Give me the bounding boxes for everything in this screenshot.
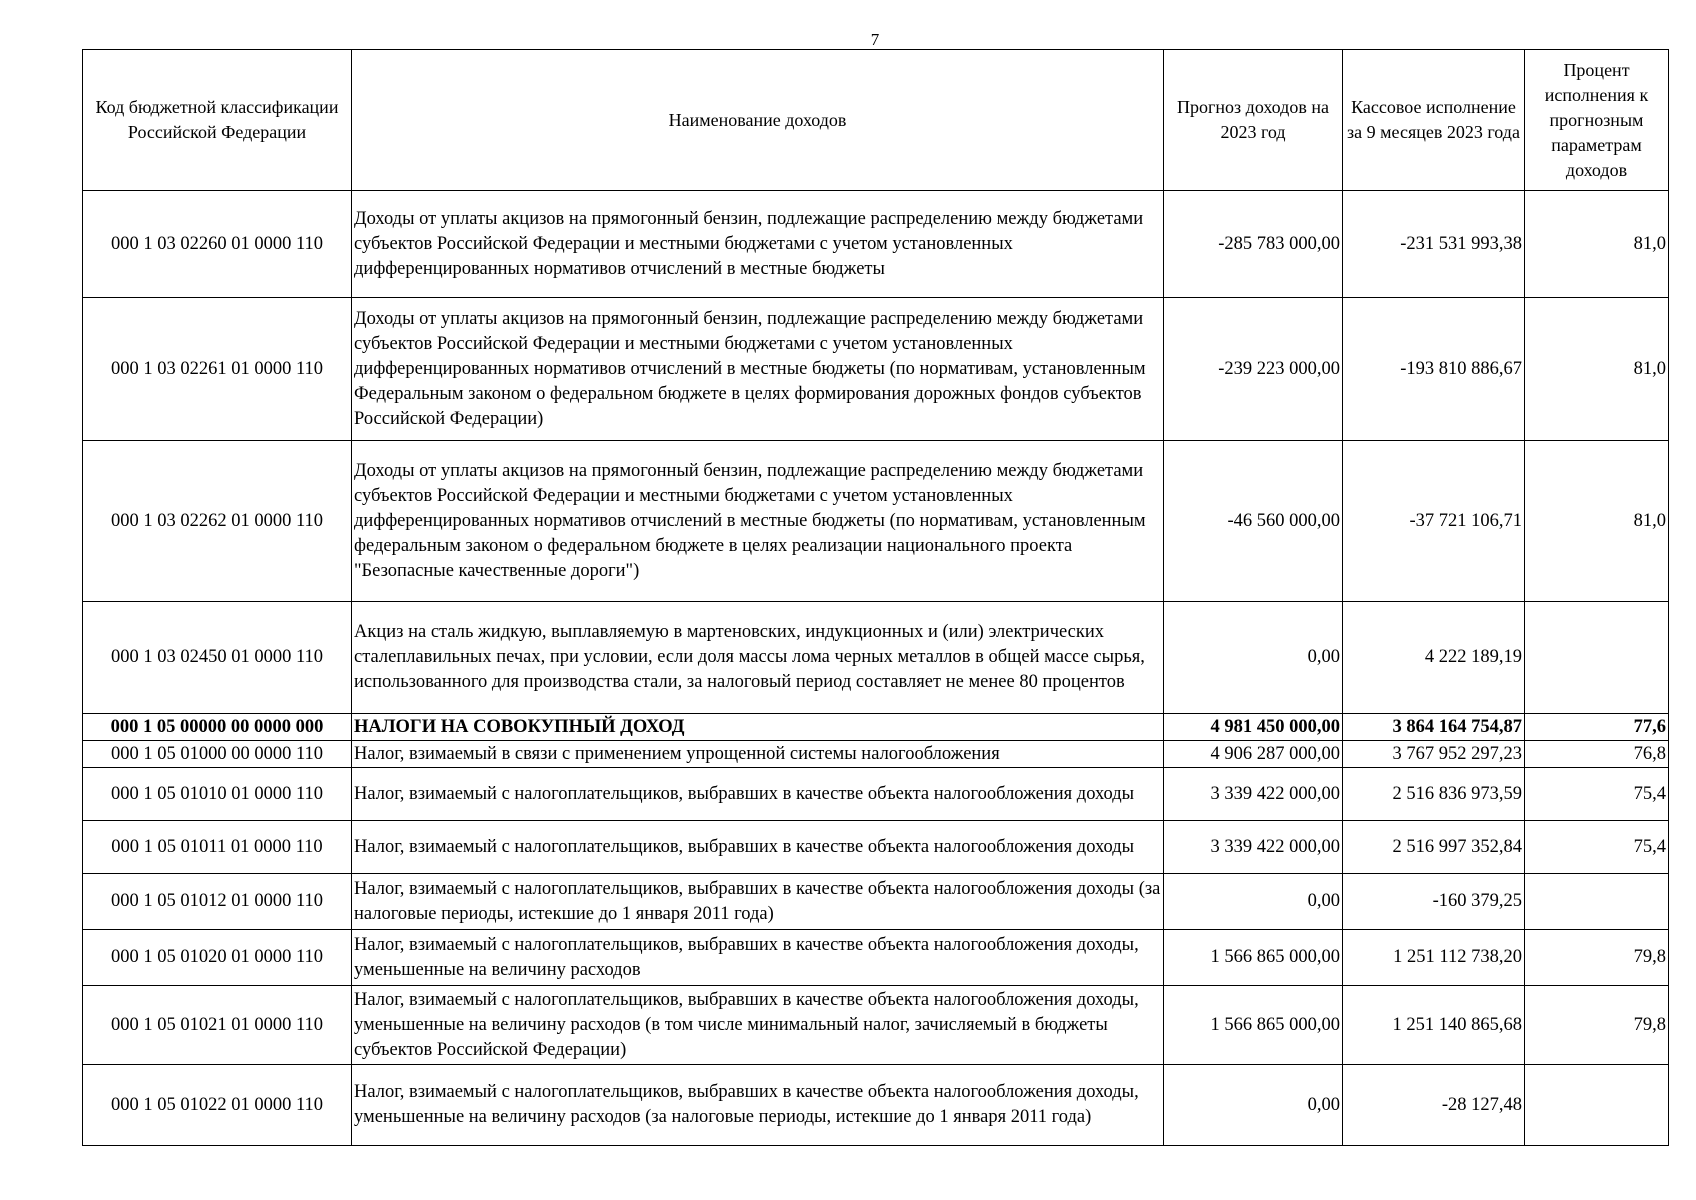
cell-name: Налог, взимаемый с налогоплательщиков, выбравших в качестве объекта налогообложения доходы, уменьшенные на величину расходов (в том числе минимальный налог, зачисляемый в бюджеты субъектов Российской Федерации) xyxy=(352,986,1164,1065)
table-header-row xyxy=(83,50,1669,191)
table-row xyxy=(83,986,1669,1065)
table-row xyxy=(83,191,1669,298)
cell-percent: 79,8 xyxy=(1525,930,1669,986)
cell-cash: -160 379,25 xyxy=(1343,874,1525,930)
cell-forecast: 0,00 xyxy=(1164,874,1343,930)
header-code: Код бюджетной классификации Российской Федерации xyxy=(83,50,352,191)
cell-cash: 1 251 112 738,20 xyxy=(1343,930,1525,986)
cell-code: 000 1 05 01010 01 0000 110 xyxy=(83,768,352,821)
table-row xyxy=(83,1065,1669,1146)
cell-cash: -28 127,48 xyxy=(1343,1065,1525,1146)
cell-cash: -193 810 886,67 xyxy=(1343,298,1525,441)
cell-cash: 2 516 997 352,84 xyxy=(1343,821,1525,874)
header-name: Наименование доходов xyxy=(352,50,1164,191)
table-row xyxy=(83,602,1669,714)
cell-name: Налог, взимаемый с налогоплательщиков, выбравших в качестве объекта налогообложения доходы (за налоговые периоды, истекшие до 1 января 2011 года) xyxy=(352,874,1164,930)
cell-name: Налог, взимаемый с налогоплательщиков, выбравших в качестве объекта налогообложения доходы xyxy=(352,821,1164,874)
cell-code: 000 1 05 01000 00 0000 110 xyxy=(83,741,352,768)
table-body xyxy=(83,191,1669,1146)
cell-percent: 76,8 xyxy=(1525,741,1669,768)
cell-percent: 81,0 xyxy=(1525,191,1669,298)
header-forecast: Прогноз доходов на 2023 год xyxy=(1164,50,1343,191)
table-row xyxy=(83,930,1669,986)
cell-cash: -37 721 106,71 xyxy=(1343,441,1525,602)
table-row xyxy=(83,441,1669,602)
cell-code: 000 1 05 01022 01 0000 110 xyxy=(83,1065,352,1146)
cell-percent: 75,4 xyxy=(1525,821,1669,874)
cell-cash: 2 516 836 973,59 xyxy=(1343,768,1525,821)
cell-forecast: -46 560 000,00 xyxy=(1164,441,1343,602)
cell-forecast: 3 339 422 000,00 xyxy=(1164,768,1343,821)
cell-forecast: -285 783 000,00 xyxy=(1164,191,1343,298)
table-row xyxy=(83,874,1669,930)
cell-percent: 77,6 xyxy=(1525,714,1669,741)
table-row xyxy=(83,821,1669,874)
header-percent: Процент исполнения к прогнозным параметрам доходов xyxy=(1525,50,1669,191)
table-row xyxy=(83,768,1669,821)
cell-code: 000 1 05 01011 01 0000 110 xyxy=(83,821,352,874)
cell-percent: 75,4 xyxy=(1525,768,1669,821)
cell-name: Доходы от уплаты акцизов на прямогонный бензин, подлежащие распределению между бюджетами субъектов Российской Федерации и местными бюджетами с учетом установленных дифференцированных нормативов отчислений в местные бюджеты (по нормативам, установленным Федеральным законом о федеральном бюджете в целях формирования дорожных фондов субъектов Российской Федерации) xyxy=(352,298,1164,441)
cell-forecast: 4 906 287 000,00 xyxy=(1164,741,1343,768)
table-row xyxy=(83,714,1669,741)
cell-forecast: 1 566 865 000,00 xyxy=(1164,930,1343,986)
cell-percent xyxy=(1525,874,1669,930)
cell-forecast: 4 981 450 000,00 xyxy=(1164,714,1343,741)
cell-code: 000 1 05 00000 00 0000 000 xyxy=(83,714,352,741)
cell-name: Доходы от уплаты акцизов на прямогонный бензин, подлежащие распределению между бюджетами субъектов Российской Федерации и местными бюджетами с учетом установленных дифференцированных нормативов отчислений в местные бюджеты xyxy=(352,191,1164,298)
cell-name: Налог, взимаемый с налогоплательщиков, выбравших в качестве объекта налогообложения доходы, уменьшенные на величину расходов (за налоговые периоды, истекшие до 1 января 2011 года) xyxy=(352,1065,1164,1146)
cell-code: 000 1 03 02260 01 0000 110 xyxy=(83,191,352,298)
cell-name: Акциз на сталь жидкую, выплавляемую в мартеновских, индукционных и (или) электрических сталеплавильных печах, при условии, если доля массы лома черных металлов в общей массе сырья, использованного для производства стали, за налоговый период составляет не менее 80 процентов xyxy=(352,602,1164,714)
revenue-table xyxy=(82,49,1669,1146)
cell-forecast: 1 566 865 000,00 xyxy=(1164,986,1343,1065)
cell-percent: 79,8 xyxy=(1525,986,1669,1065)
table-row xyxy=(83,298,1669,441)
cell-percent: 81,0 xyxy=(1525,298,1669,441)
cell-forecast: 0,00 xyxy=(1164,602,1343,714)
cell-name: Налог, взимаемый с налогоплательщиков, выбравших в качестве объекта налогообложения доходы xyxy=(352,768,1164,821)
cell-cash: 4 222 189,19 xyxy=(1343,602,1525,714)
cell-code: 000 1 05 01012 01 0000 110 xyxy=(83,874,352,930)
cell-cash: 1 251 140 865,68 xyxy=(1343,986,1525,1065)
cell-name: Доходы от уплаты акцизов на прямогонный бензин, подлежащие распределению между бюджетами субъектов Российской Федерации и местными бюджетами с учетом установленных дифференцированных нормативов отчислений в местные бюджеты (по нормативам, установленным федеральным законом о федеральном бюджете в целях реализации национального проекта "Безопасные качественные дороги") xyxy=(352,441,1164,602)
cell-forecast: 3 339 422 000,00 xyxy=(1164,821,1343,874)
cell-cash: -231 531 993,38 xyxy=(1343,191,1525,298)
cell-code: 000 1 03 02262 01 0000 110 xyxy=(83,441,352,602)
cell-code: 000 1 05 01020 01 0000 110 xyxy=(83,930,352,986)
cell-name: НАЛОГИ НА СОВОКУПНЫЙ ДОХОД xyxy=(352,714,1164,741)
cell-forecast: 0,00 xyxy=(1164,1065,1343,1146)
cell-cash: 3 864 164 754,87 xyxy=(1343,714,1525,741)
table-row xyxy=(83,741,1669,768)
cell-code: 000 1 03 02450 01 0000 110 xyxy=(83,602,352,714)
cell-name: Налог, взимаемый в связи с применением упрощенной системы налогообложения xyxy=(352,741,1164,768)
cell-percent xyxy=(1525,1065,1669,1146)
header-cash: Кассовое исполнение за 9 месяцев 2023 года xyxy=(1343,50,1525,191)
page-number: 7 xyxy=(870,30,880,49)
cell-name: Налог, взимаемый с налогоплательщиков, выбравших в качестве объекта налогообложения доходы, уменьшенные на величину расходов xyxy=(352,930,1164,986)
cell-cash: 3 767 952 297,23 xyxy=(1343,741,1525,768)
cell-code: 000 1 05 01021 01 0000 110 xyxy=(83,986,352,1065)
cell-percent: 81,0 xyxy=(1525,441,1669,602)
cell-percent xyxy=(1525,602,1669,714)
cell-forecast: -239 223 000,00 xyxy=(1164,298,1343,441)
cell-code: 000 1 03 02261 01 0000 110 xyxy=(83,298,352,441)
